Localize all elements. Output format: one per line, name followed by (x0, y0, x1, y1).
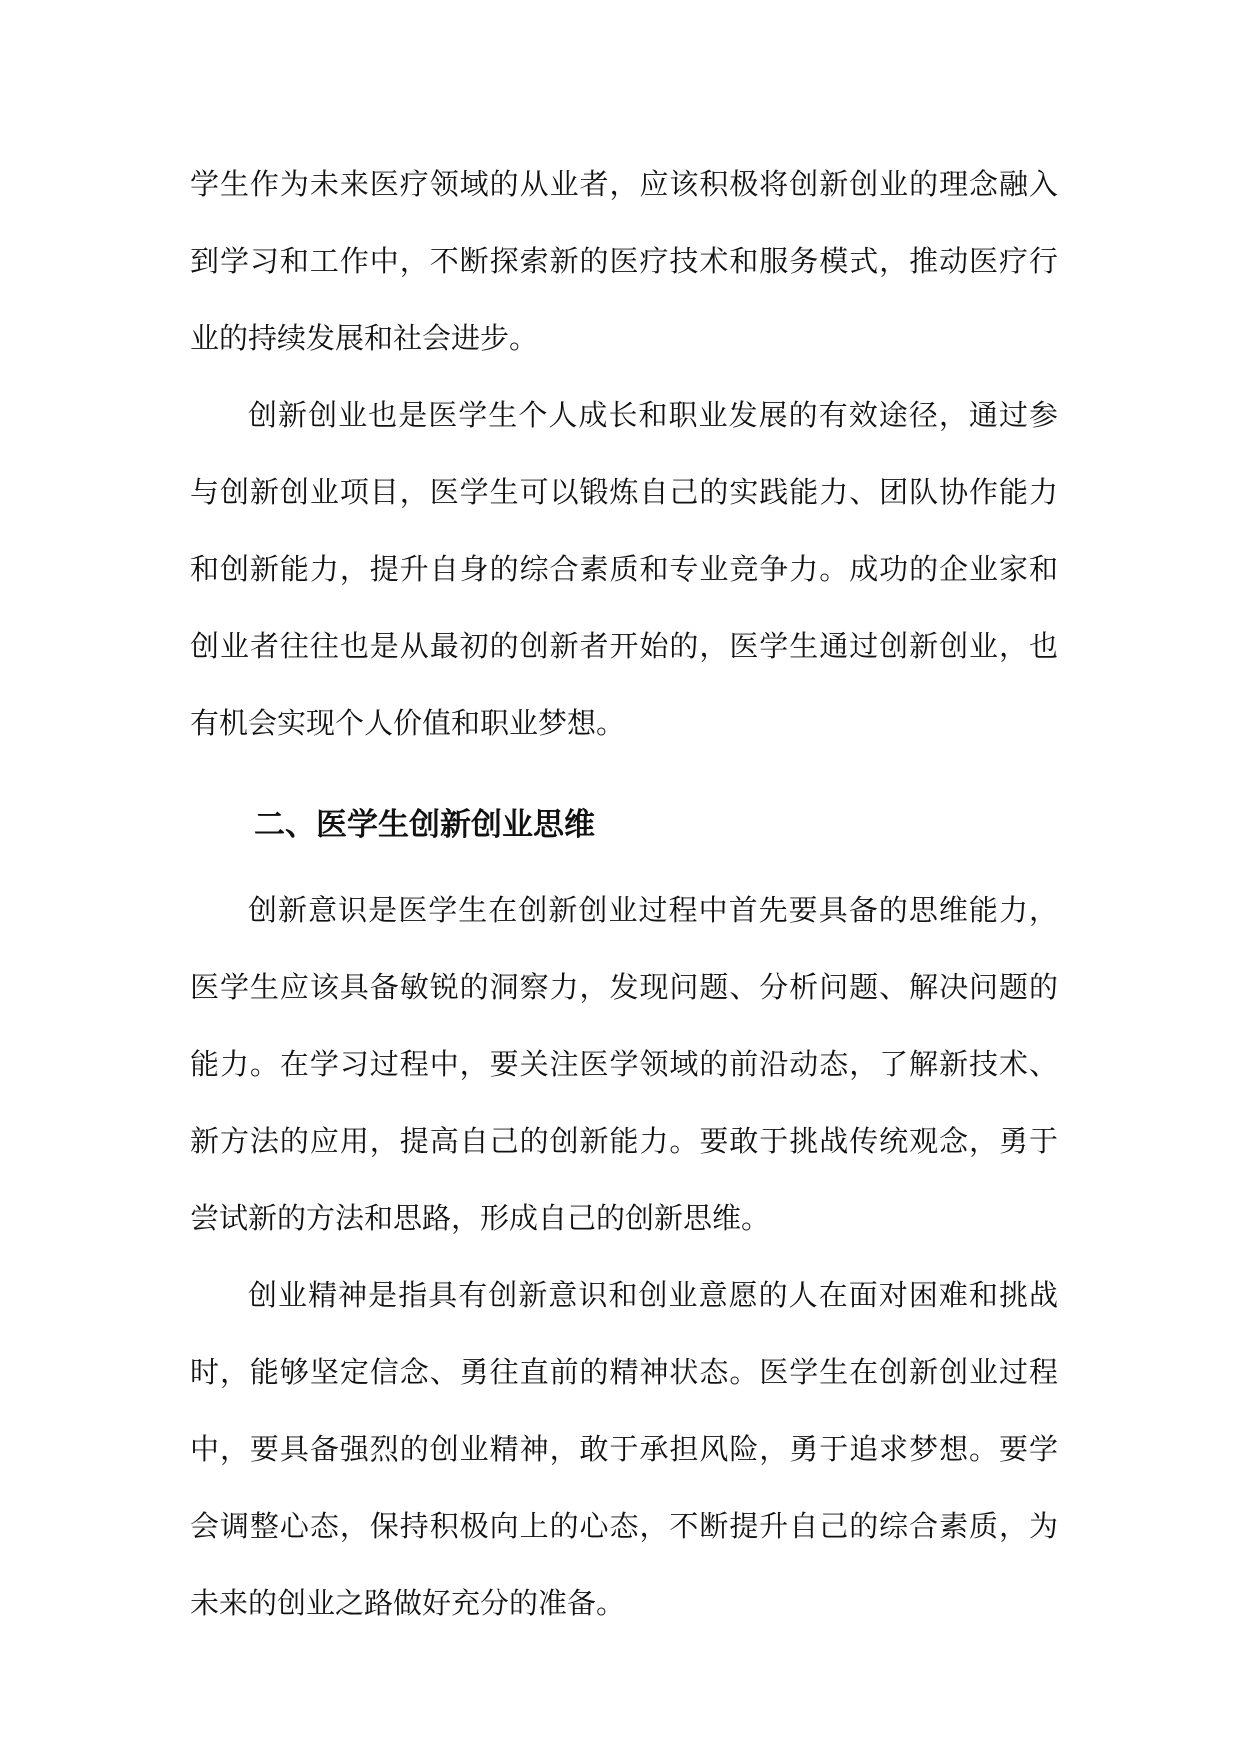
section-heading: 二、医学生创新创业思维 (254, 807, 595, 843)
paragraph-innovation-awareness: 创新意识是医学生在创新创业过程中首先要具备的思维能力，医学生应该具备敏锐的洞察力，发现问题、分析问题、解决问题的能力。在学习过程中，要关注医学领域的前沿动态，了解新技术、新方法的应用，提高自己的创新能力。要敢于挑战传统观念，勇于尝试新的方法和思路，形成自己的创新思维。 (190, 893, 1058, 1235)
document-body (190, 146, 1058, 1642)
paragraph-entrepreneurial-spirit: 创业精神是指具有创新意识和创业意愿的人在面对困难和挑战时，能够坚定信念、勇往直前的精神状态。医学生在创新创业过程中，要具备强烈的创业精神，敢于承担风险，勇于追求梦想。要学会调整心态，保持积极向上的心态，不断提升自己的综合素质，为未来的创业之路做好充分的准备。 (190, 1278, 1058, 1620)
paragraph-career-development: 创新创业也是医学生个人成长和职业发展的有效途径，通过参与创新创业项目，医学生可以锻炼自己的实践能力、团队协作能力和创新能力，提升自身的综合素质和专业竞争力。成功的企业家和创业者往往也是从最初的创新者开始的，医学生通过创新创业，也有机会实现个人价值和职业梦想。 (190, 398, 1058, 740)
paragraph-continuation: 学生作为未来医疗领域的从业者，应该积极将创新创业的理念融入到学习和工作中，不断探索新的医疗技术和服务模式，推动医疗行业的持续发展和社会进步。 (190, 167, 1058, 355)
